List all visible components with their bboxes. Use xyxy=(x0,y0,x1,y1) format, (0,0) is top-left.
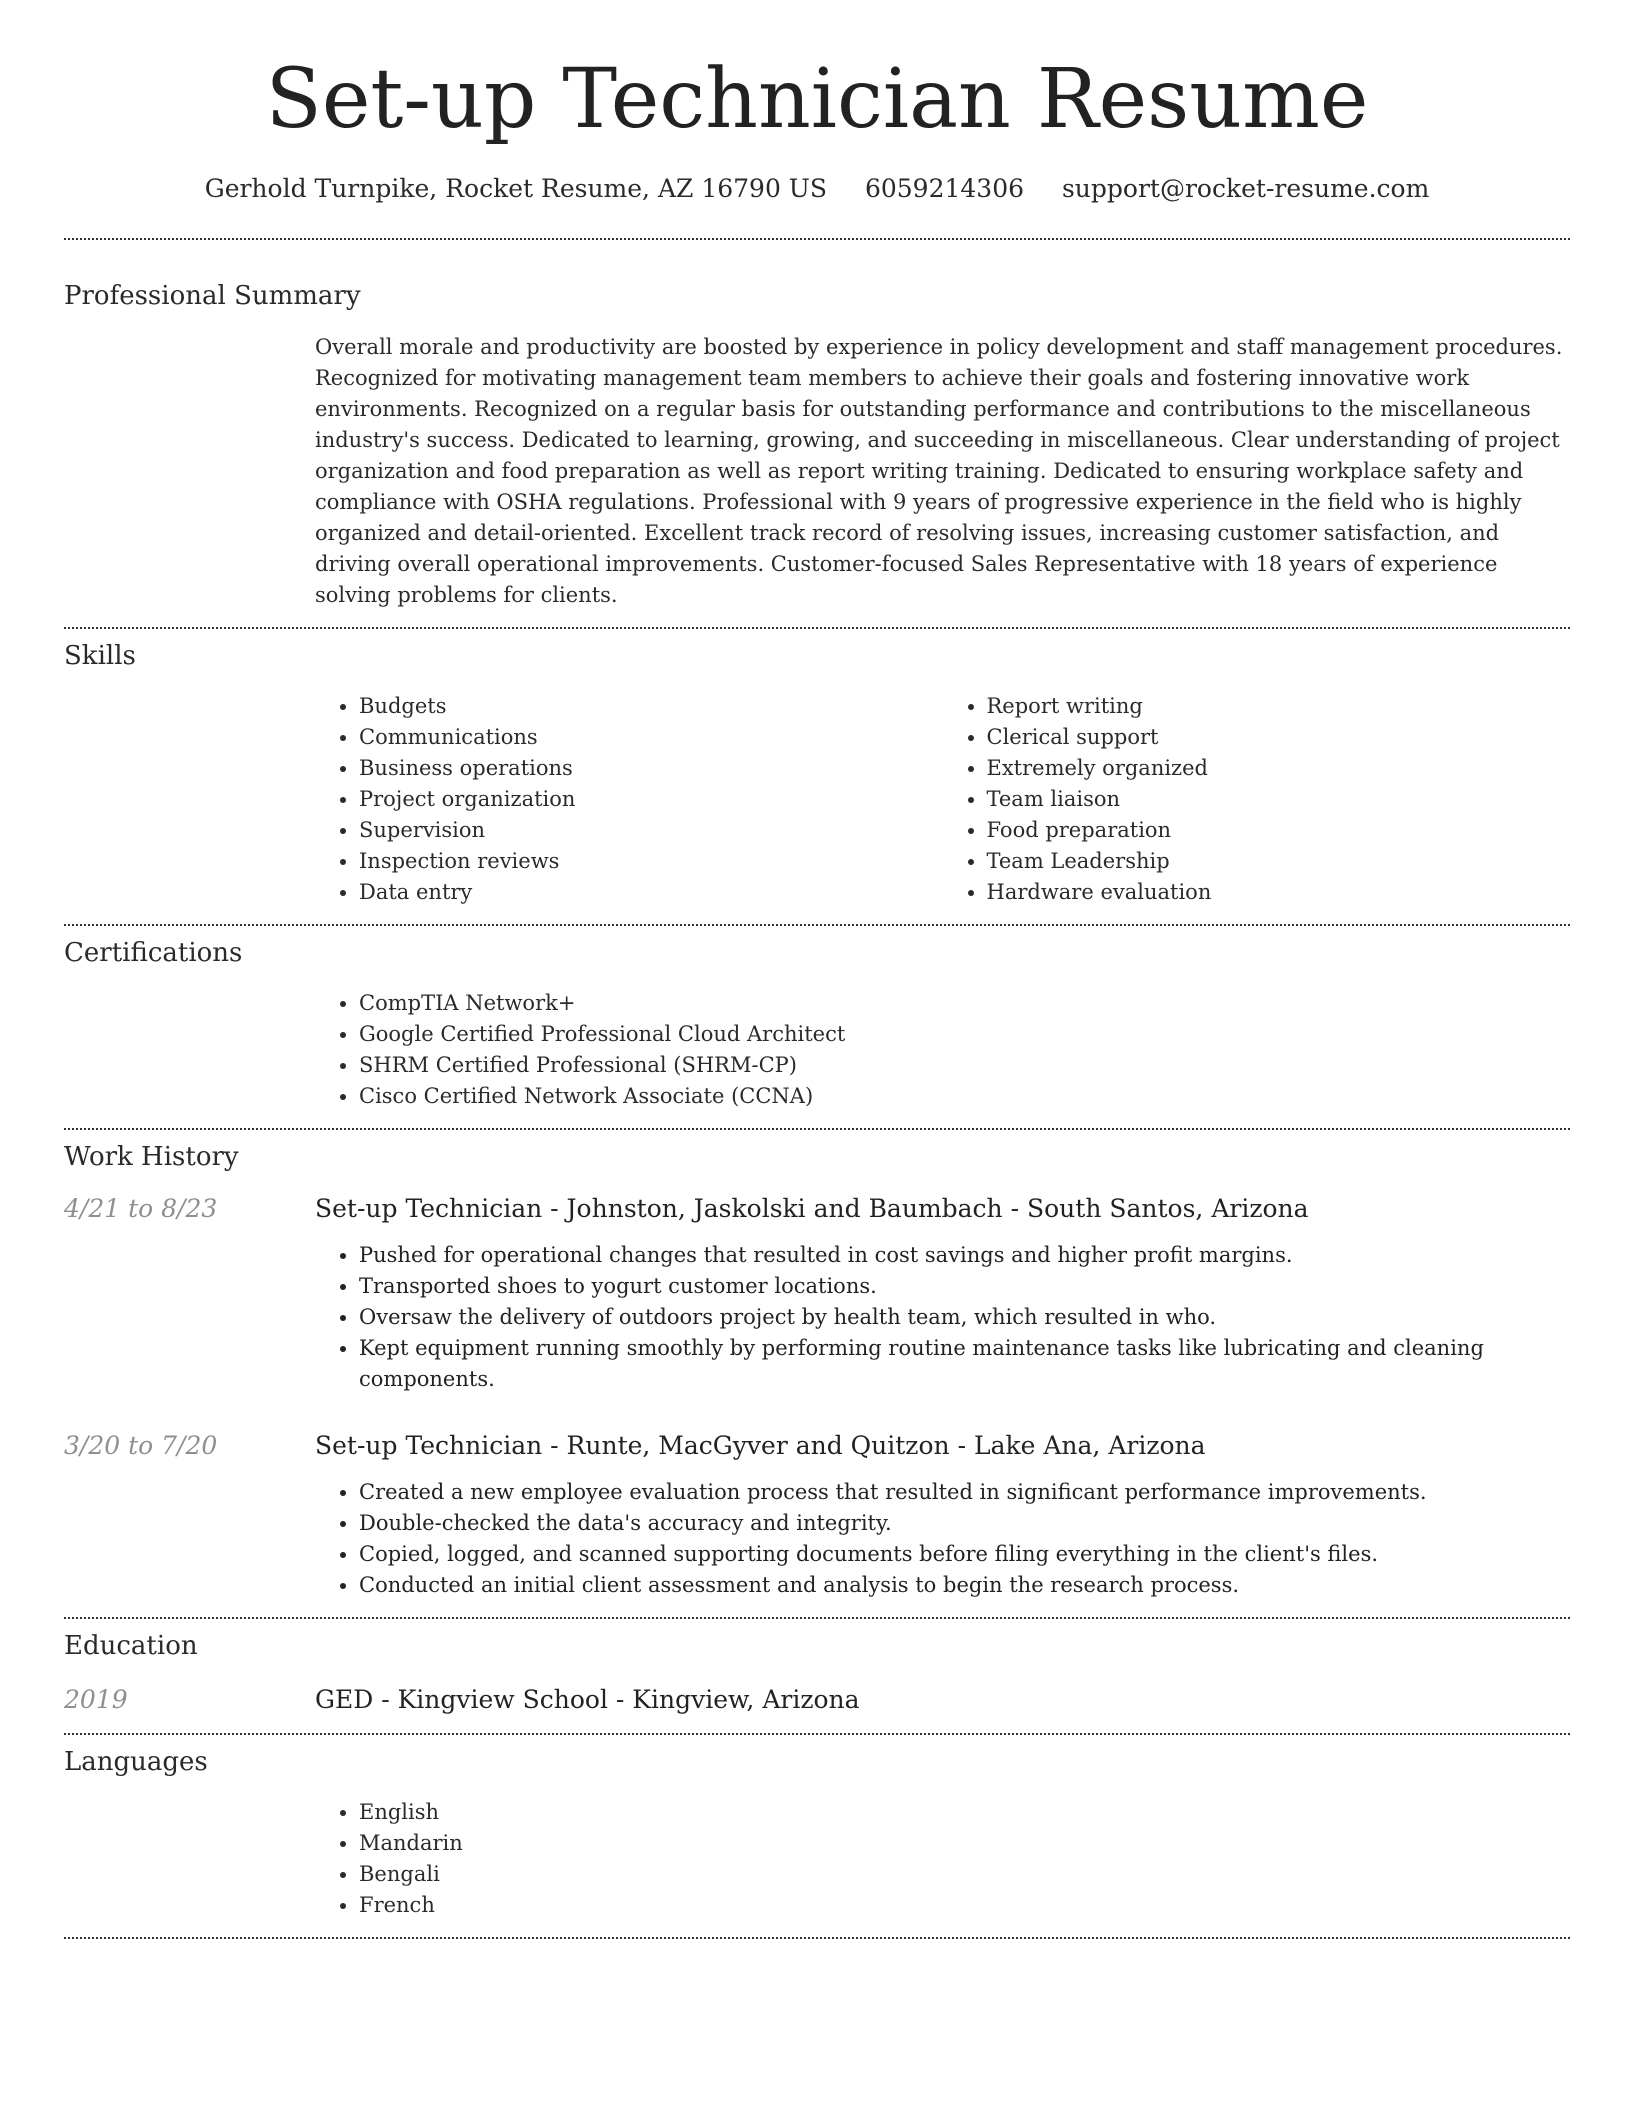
list-item: • Data entry xyxy=(359,877,943,908)
education-section xyxy=(64,1619,1570,1733)
education-heading: Education xyxy=(64,1631,198,1661)
job-bullet-list xyxy=(315,1477,1570,1601)
list-item: • Project organization xyxy=(359,784,943,815)
list-item: • Budgets xyxy=(359,691,943,722)
summary-heading: Professional Summary xyxy=(64,281,361,311)
education-entry: GED - Kingview School - Kingview, Arizona xyxy=(315,1685,860,1714)
list-item: • Supervision xyxy=(359,815,943,846)
list-item: • Clerical support xyxy=(987,722,1571,753)
languages-list xyxy=(315,1797,1570,1921)
list-item: • Food preparation xyxy=(987,815,1571,846)
job-dates: 3/20 to 7/20 xyxy=(64,1431,218,1460)
job-title: Set-up Technician - Johnston, Jaskolski and Baumbach - South Santos, Arizona xyxy=(315,1194,1309,1223)
list-item: • Cisco Certified Network Associate (CCNA) xyxy=(359,1081,1570,1112)
work-heading: Work History xyxy=(64,1142,239,1172)
list-item: • Transported shoes to yogurt customer locations. xyxy=(359,1271,1570,1302)
certifications-section xyxy=(64,926,1570,1128)
work-section xyxy=(64,1130,1570,1617)
contact-phone: 6059214306 xyxy=(864,174,1025,203)
list-item: • Extremely organized xyxy=(987,753,1571,784)
list-item: • Team Leadership xyxy=(987,846,1571,877)
list-item: • Double-checked the data's accuracy and integrity. xyxy=(359,1508,1570,1539)
job-entry xyxy=(64,1429,1570,1601)
certifications-heading: Certifications xyxy=(64,938,243,968)
contact-address: Gerhold Turnpike, Rocket Resume, AZ 16790 US xyxy=(204,174,827,203)
list-item: • Mandarin xyxy=(359,1828,1570,1859)
list-item: • Business operations xyxy=(359,753,943,784)
list-item: • CompTIA Network+ xyxy=(359,988,1570,1019)
list-item: • French xyxy=(359,1890,1570,1921)
list-item: • Inspection reviews xyxy=(359,846,943,877)
list-item: • Hardware evaluation xyxy=(987,877,1571,908)
list-item: • Bengali xyxy=(359,1859,1570,1890)
resume-title: Set-up Technician Resume xyxy=(265,52,1369,147)
skills-list-right xyxy=(943,691,1571,908)
list-item: • Communications xyxy=(359,722,943,753)
list-item: • Pushed for operational changes that resulted in cost savings and higher profit margins. xyxy=(359,1240,1570,1271)
list-item: • Google Certified Professional Cloud Architect xyxy=(359,1019,1570,1050)
resume-page xyxy=(64,0,1570,1939)
divider xyxy=(64,1937,1570,1939)
job-entry xyxy=(64,1192,1570,1395)
languages-heading: Languages xyxy=(64,1747,208,1777)
list-item: • English xyxy=(359,1797,1570,1828)
list-item: • Oversaw the delivery of outdoors project by health team, which resulted in who. xyxy=(359,1302,1570,1333)
list-item: • Report writing xyxy=(987,691,1571,722)
skills-heading: Skills xyxy=(64,641,136,671)
job-title: Set-up Technician - Runte, MacGyver and Quitzon - Lake Ana, Arizona xyxy=(315,1431,1206,1460)
summary-section xyxy=(64,240,1570,627)
list-item: • SHRM Certified Professional (SHRM-CP) xyxy=(359,1050,1570,1081)
list-item: • Kept equipment running smoothly by performing routine maintenance tasks like lubricating and cleaning components. xyxy=(359,1333,1570,1395)
list-item: • Copied, logged, and scanned supporting documents before filing everything in the client's files. xyxy=(359,1539,1570,1570)
summary-text: Overall morale and productivity are boosted by experience in policy development and staff management procedures. Recognized for motivating management team members to achieve their goals and fostering innovative work environments. Recognized on a regular basis for outstanding performance and contributions to the miscellaneous industry's success. Dedicated to learning, growing, and succeeding in miscellaneous. Clear understanding of project organization and food preparation as well as report writing training. Dedicated to ensuring workplace safety and compliance with OSHA regulations. Professional with 9 years of progressive experience in the field who is highly organized and detail-oriented. Excellent track record of resolving issues, increasing customer satisfaction, and driving overall operational improvements. Customer-focused Sales Representative with 18 years of experience solving problems for clients. xyxy=(315,335,1563,607)
job-bullet-list xyxy=(315,1240,1570,1395)
list-item: • Created a new employee evaluation process that resulted in significant performance improvements. xyxy=(359,1477,1570,1508)
skills-list-left xyxy=(315,691,943,908)
list-item: • Team liaison xyxy=(987,784,1571,815)
certifications-list xyxy=(315,988,1570,1112)
list-item: • Conducted an initial client assessment and analysis to begin the research process. xyxy=(359,1570,1570,1601)
job-dates: 4/21 to 8/23 xyxy=(64,1194,218,1223)
education-year: 2019 xyxy=(64,1685,128,1714)
languages-section xyxy=(64,1735,1570,1937)
contact-email: support@rocket-resume.com xyxy=(1061,174,1430,203)
contact-line xyxy=(64,172,1570,206)
skills-section xyxy=(64,629,1570,924)
